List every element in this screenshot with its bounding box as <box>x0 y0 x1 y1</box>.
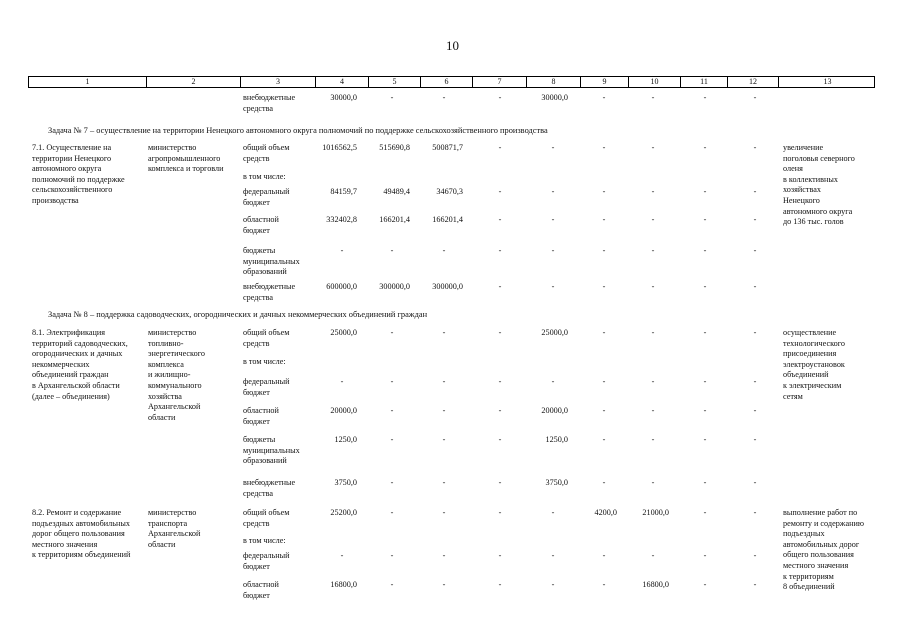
value-cell: - <box>602 282 606 291</box>
value-cell: 300000,0 <box>379 282 410 291</box>
funding-source: общий объем средств <box>243 328 290 348</box>
value-cell: - <box>442 246 446 255</box>
value-cell: - <box>651 435 655 444</box>
page-number: 10 <box>446 38 459 53</box>
value-cell: - <box>442 551 446 560</box>
value-cell: - <box>340 246 344 255</box>
value-cell: - <box>703 282 707 291</box>
value-cell: - <box>753 282 757 291</box>
value-cell: - <box>442 328 446 337</box>
header-cell-13: 13 <box>823 77 832 86</box>
value-cell: 1250,0 <box>334 435 357 444</box>
value-cell: - <box>602 551 606 560</box>
value-cell: 25000,0 <box>330 328 357 337</box>
funding-source: бюджеты муниципальных образований <box>243 246 300 277</box>
value-cell: 16800,0 <box>330 580 357 589</box>
value-cell: 30000,0 <box>541 93 568 102</box>
value-cell: - <box>390 435 394 444</box>
header-cell-10: 10 <box>629 77 681 87</box>
value-cell: - <box>602 377 606 386</box>
value-cell: - <box>602 328 606 337</box>
value-cell: - <box>390 328 394 337</box>
value-cell: - <box>753 246 757 255</box>
header-cell-1: 1 <box>29 77 147 87</box>
value-cell: 332402,8 <box>326 215 357 224</box>
value-cell: - <box>753 328 757 337</box>
value-cell: - <box>651 551 655 560</box>
value-cell: - <box>703 377 707 386</box>
value-cell: - <box>551 187 555 196</box>
value-cell: 21000,0 <box>642 508 669 517</box>
item-7-1: 7.1. Осуществление на территории Ненецкого автономного округа полномочий по поддержке сельскохозяйственного производства <box>32 143 125 205</box>
value-cell: - <box>498 246 502 255</box>
value-cell: - <box>703 93 707 102</box>
funding-source: федеральный бюджет <box>243 551 290 571</box>
value-cell: - <box>551 551 555 560</box>
value-cell: - <box>651 282 655 291</box>
value-cell: - <box>390 580 394 589</box>
value-cell: - <box>703 406 707 415</box>
value-cell: - <box>602 406 606 415</box>
funding-source: внебюджетные средства <box>243 478 296 498</box>
value-cell: - <box>498 282 502 291</box>
value-cell: - <box>551 143 555 152</box>
value-cell: - <box>602 215 606 224</box>
value-cell: - <box>498 143 502 152</box>
header-cell-2: 2 <box>147 77 241 87</box>
expected-result: осуществление технологического присоединения электроустановок объединений к электрическим сетям <box>783 328 845 401</box>
executor: министерство транспорта Архангельской области <box>148 508 201 549</box>
header-cell-6: 6 <box>421 77 473 87</box>
header-cell-11: 11 <box>681 77 728 87</box>
value-cell: - <box>651 377 655 386</box>
value-cell: - <box>340 377 344 386</box>
value-cell: - <box>442 478 446 487</box>
value-cell: - <box>651 478 655 487</box>
header-cell-7: 7 <box>473 77 527 87</box>
value-cell: - <box>753 143 757 152</box>
value-cell: - <box>703 580 707 589</box>
value-cell: - <box>703 215 707 224</box>
value-cell: - <box>602 435 606 444</box>
value-cell: - <box>442 508 446 517</box>
value-cell: 34670,3 <box>436 187 463 196</box>
value-cell: - <box>498 406 502 415</box>
value-cell: - <box>651 406 655 415</box>
table-header-row <box>28 76 875 88</box>
value-cell: - <box>753 478 757 487</box>
funding-source: в том числе: <box>243 172 286 181</box>
header-cell-12: 12 <box>728 77 779 87</box>
value-cell: - <box>551 246 555 255</box>
value-cell: - <box>498 580 502 589</box>
value-cell: 84159,7 <box>330 187 357 196</box>
value-cell: - <box>753 435 757 444</box>
value-cell: - <box>442 580 446 589</box>
value-cell: - <box>390 508 394 517</box>
value-cell: 1250,0 <box>545 435 568 444</box>
value-cell: 515690,8 <box>379 143 410 152</box>
value-cell: - <box>703 328 707 337</box>
header-cell-8: 8 <box>527 77 581 87</box>
value-cell: - <box>703 478 707 487</box>
value-cell: - <box>551 282 555 291</box>
value-cell: - <box>498 377 502 386</box>
value-cell: - <box>498 508 502 517</box>
task-7-title: Задача № 7 – осуществление на территории Ненецкого автономного округа полномочий по поддержке сельскохозяйственного производства <box>48 126 548 135</box>
value-cell: - <box>498 435 502 444</box>
value-cell: 30000,0 <box>330 93 357 102</box>
value-cell: - <box>703 187 707 196</box>
funding-source: в том числе: <box>243 536 286 545</box>
task-8-title: Задача № 8 – поддержка садоводческих, огороднических и дачных некоммерческих объединений граждан <box>48 310 428 319</box>
funding-source: федеральный бюджет <box>243 187 290 207</box>
value-cell: - <box>602 143 606 152</box>
value-cell: - <box>651 143 655 152</box>
value-cell: - <box>551 377 555 386</box>
header-cell-5: 5 <box>369 77 421 87</box>
funding-source: в том числе: <box>243 357 286 366</box>
value-cell: - <box>753 551 757 560</box>
expected-result: увеличение поголовья северного оленя в коллективных хозяйствах Ненецкого автономного округа до 136 тыс. голов <box>783 143 855 227</box>
value-cell: - <box>390 246 394 255</box>
value-cell: 1016562,5 <box>322 143 357 152</box>
value-cell: - <box>703 143 707 152</box>
value-cell: 166201,4 <box>379 215 410 224</box>
value-cell: - <box>498 93 502 102</box>
value-cell: 16800,0 <box>642 580 669 589</box>
executor: министерство топливно- энергетического комплекса и жилищно- коммунального хозяйства Архангельской области <box>148 328 205 422</box>
value-cell: - <box>551 508 555 517</box>
funding-source: внебюджетные средства <box>243 282 296 302</box>
value-cell: - <box>602 187 606 196</box>
value-cell: 49489,4 <box>383 187 410 196</box>
value-cell: - <box>753 93 757 102</box>
header-cell-4: 4 <box>316 77 369 87</box>
value-cell: - <box>753 187 757 196</box>
value-cell: 600000,0 <box>326 282 357 291</box>
header-cell-9: 9 <box>581 77 629 87</box>
value-cell: - <box>390 551 394 560</box>
value-cell: - <box>753 508 757 517</box>
item-8-2: 8.2. Ремонт и содержание подъездных автомобильных дорог общего пользования местного значения к территориям объединений <box>32 508 131 560</box>
funding-source: областной бюджет <box>243 580 279 600</box>
value-cell: 20000,0 <box>541 406 568 415</box>
value-cell: - <box>602 478 606 487</box>
value-cell: - <box>442 435 446 444</box>
value-cell: - <box>703 435 707 444</box>
value-cell: - <box>651 215 655 224</box>
value-cell: 3750,0 <box>334 478 357 487</box>
value-cell: 500871,7 <box>432 143 463 152</box>
value-cell: 3750,0 <box>545 478 568 487</box>
header-cell-3: 3 <box>241 77 316 87</box>
value-cell: 25000,0 <box>541 328 568 337</box>
value-cell: - <box>390 377 394 386</box>
value-cell: 20000,0 <box>330 406 357 415</box>
value-cell: - <box>651 328 655 337</box>
value-cell: 25200,0 <box>330 508 357 517</box>
value-cell: - <box>753 377 757 386</box>
executor: министерство агропромышленного комплекса и торговли <box>148 143 224 174</box>
value-cell: - <box>551 580 555 589</box>
value-cell: - <box>442 93 446 102</box>
funding-source: областной бюджет <box>243 406 279 426</box>
value-cell: - <box>498 215 502 224</box>
value-cell: - <box>340 551 344 560</box>
funding-source: внебюджетные средства <box>243 93 296 113</box>
value-cell: - <box>498 551 502 560</box>
value-cell: - <box>651 246 655 255</box>
value-cell: 300000,0 <box>432 282 463 291</box>
value-cell: - <box>498 478 502 487</box>
funding-source: общий объем средств <box>243 508 290 528</box>
value-cell: - <box>442 406 446 415</box>
funding-source: бюджеты муниципальных образований <box>243 435 300 466</box>
funding-source: федеральный бюджет <box>243 377 290 397</box>
value-cell: - <box>703 246 707 255</box>
value-cell: - <box>703 551 707 560</box>
value-cell: 166201,4 <box>432 215 463 224</box>
value-cell: - <box>551 215 555 224</box>
value-cell: - <box>390 93 394 102</box>
value-cell: - <box>442 377 446 386</box>
value-cell: - <box>390 406 394 415</box>
value-cell: - <box>602 580 606 589</box>
funding-source: областной бюджет <box>243 215 279 235</box>
value-cell: - <box>753 406 757 415</box>
funding-source: общий объем средств <box>243 143 290 163</box>
value-cell: - <box>753 215 757 224</box>
value-cell: - <box>703 508 707 517</box>
value-cell: - <box>651 187 655 196</box>
value-cell: - <box>498 328 502 337</box>
value-cell: - <box>753 580 757 589</box>
value-cell: - <box>498 187 502 196</box>
value-cell: - <box>602 93 606 102</box>
value-cell: 4200,0 <box>594 508 617 517</box>
value-cell: - <box>651 93 655 102</box>
expected-result: выполнение работ по ремонту и содержанию подъездных автомобильных дорог общего пользования местного значения к территориям 8 объединений <box>783 508 864 592</box>
value-cell: - <box>390 478 394 487</box>
value-cell: - <box>602 246 606 255</box>
item-8-1: 8.1. Электрификация территорий садоводческих, огороднических и дачных некоммерческих объединений граждан в Архангельской области (далее – объединения) <box>32 328 128 401</box>
